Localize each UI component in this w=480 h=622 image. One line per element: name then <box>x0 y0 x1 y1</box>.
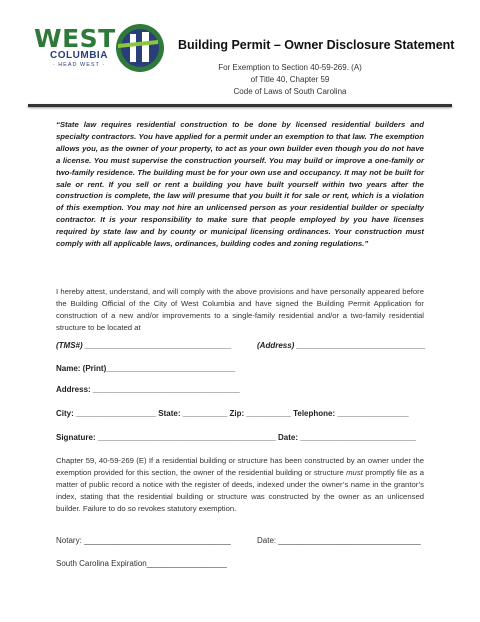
tms-label: (TMS#) _________________________________ <box>56 341 232 350</box>
page-title: Building Permit – Owner Disclosure Statement <box>178 38 455 52</box>
tms-field[interactable] <box>56 341 232 350</box>
address-label: (Address) _____________________________ <box>257 341 426 350</box>
address-field[interactable] <box>257 341 426 350</box>
exemption-line: of Title 40, Chapter 59 <box>250 75 330 84</box>
chapter-paragraph <box>56 455 424 515</box>
header-divider <box>28 104 452 107</box>
address2-field[interactable]: Address: _________________________________ <box>56 385 240 394</box>
logo-name: WEST <box>34 24 116 53</box>
city-state-zip-phone-field[interactable]: City: __________________ State: __________ Zip: __________ Telephone: ________________ <box>56 409 409 418</box>
exemption-block <box>190 62 390 98</box>
exemption-line: For Exemption to Section 40-59-269. (A) <box>218 63 362 72</box>
expiration-field[interactable]: South Carolina Expiration__________________ <box>56 559 227 568</box>
attest-paragraph: I hereby attest, understand, and will comply with the above provisions and have personally appeared before the Building Official of the City of West Columbia and have signed the Building Permit Application for construction of a new and/or improvements to a single-family residential and/or a two-family residential structure to be located at <box>56 287 424 332</box>
chapter-must: must <box>346 468 363 477</box>
name-field[interactable]: Name: (Print)_____________________________ <box>56 364 236 373</box>
exemption-line: Code of Laws of South Carolina <box>233 87 347 96</box>
chapter-text-rest: promptly file as a matter of public record a notice with the register of deeds, indexed under the owner’s name in the grantor’s index, stating that the residential building or structure was constructed by the owner as an unlicensed builder. Failure to do so revokes statutory exemption. <box>56 468 424 513</box>
signature-date-field[interactable]: Signature: ________________________________________ Date: __________________________ <box>56 433 416 442</box>
law-quote: “State law requires residential construction to be done by licensed residential builders and specialty contractors. You have applied for a permit under an exemption to that law. The exemption allows you, as the owner of your property, to act as your own builder even though you do not have a license. You must supervise the construction yourself. You may build or improve a one-family or two-family residence. The building must be for your own use and occupancy. It may not be built for sale or rent. If you sell or rent a building you have built yourself within two years after the construction is complete, the law will presume that you built it for sale or rent, which is a violation of this exemption. You may not hire an unlicensed person as your residential builder or specialty contractor. It is your responsibility to make sure that people employed by you have licenses required by state law and by county or municipal licensing ordinances. Your construction must comply with all applicable laws, ordinances, building codes and zoning regulations.” <box>56 120 424 249</box>
logo-mark-icon <box>114 22 166 74</box>
logo-tagline: · HEAD WEST · <box>52 62 106 68</box>
logo-city: COLUMBIA <box>50 50 108 61</box>
west-columbia-logo <box>30 22 165 74</box>
chapter-text: Chapter 59, 40-59-269 (E) If a residential building or structure has been constructed by an owner under the exemption provided for this section, the owner of the residential building or structure <box>56 456 424 477</box>
notary-date-field[interactable]: Date: ________________________________ <box>257 536 421 545</box>
notary-field[interactable]: Notary: _________________________________ <box>56 536 231 545</box>
